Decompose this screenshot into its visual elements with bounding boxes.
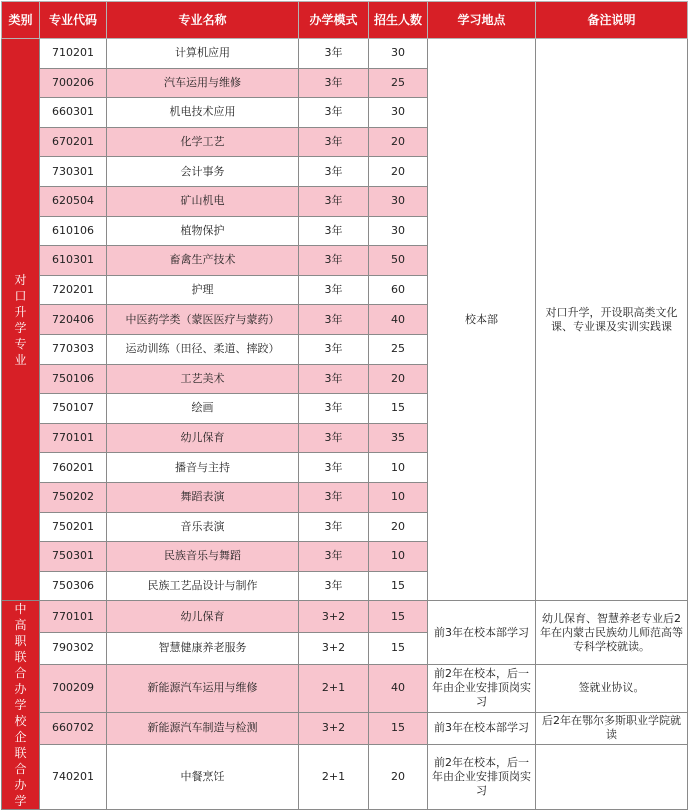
- code-cell: 770303: [40, 334, 107, 364]
- count-cell: 30: [369, 39, 428, 69]
- note-cell: 签就业协议。: [536, 664, 688, 712]
- mode-cell: 3年: [299, 305, 369, 335]
- count-cell: 40: [369, 305, 428, 335]
- name-cell: 播音与主持: [107, 453, 299, 483]
- code-cell: 700206: [40, 68, 107, 98]
- mode-cell: 3年: [299, 571, 369, 601]
- name-cell: 绘画: [107, 394, 299, 424]
- code-cell: 740201: [40, 744, 107, 809]
- table-row: [2, 744, 688, 809]
- mode-cell: 3年: [299, 216, 369, 246]
- mode-cell: 3年: [299, 246, 369, 276]
- count-cell: 10: [369, 453, 428, 483]
- mode-cell: 3年: [299, 364, 369, 394]
- name-cell: 机电技术应用: [107, 98, 299, 128]
- header-name: 专业名称: [107, 2, 299, 39]
- count-cell: 50: [369, 246, 428, 276]
- note-cell: 后2年在鄂尔多斯职业学院就读: [536, 713, 688, 745]
- code-cell: 670201: [40, 127, 107, 157]
- code-cell: 730301: [40, 157, 107, 187]
- mode-cell: 3年: [299, 186, 369, 216]
- mode-cell: 3+2: [299, 601, 369, 633]
- name-cell: 会计事务: [107, 157, 299, 187]
- name-cell: 中餐烹饪: [107, 744, 299, 809]
- count-cell: 15: [369, 713, 428, 745]
- count-cell: 40: [369, 664, 428, 712]
- header-mode: 办学模式: [299, 2, 369, 39]
- code-cell: 770101: [40, 601, 107, 633]
- header-count: 招生人数: [369, 2, 428, 39]
- code-cell: 610106: [40, 216, 107, 246]
- name-cell: 舞蹈表演: [107, 482, 299, 512]
- mode-cell: 3年: [299, 453, 369, 483]
- name-cell: 音乐表演: [107, 512, 299, 542]
- note-cell: [536, 744, 688, 809]
- location-cell: 前3年在校本部学习: [428, 713, 536, 745]
- mode-cell: 3年: [299, 542, 369, 572]
- name-cell: 民族音乐与舞蹈: [107, 542, 299, 572]
- code-cell: 720406: [40, 305, 107, 335]
- count-cell: 25: [369, 334, 428, 364]
- name-cell: 运动训练（田径、柔道、摔跤）: [107, 334, 299, 364]
- code-cell: 700209: [40, 664, 107, 712]
- count-cell: 10: [369, 542, 428, 572]
- mode-cell: 3年: [299, 334, 369, 364]
- code-cell: 760201: [40, 453, 107, 483]
- count-cell: 30: [369, 98, 428, 128]
- header-category: 类别: [2, 2, 40, 39]
- name-cell: 植物保护: [107, 216, 299, 246]
- mode-cell: 3年: [299, 157, 369, 187]
- count-cell: 20: [369, 364, 428, 394]
- name-cell: 智慧健康养老服务: [107, 633, 299, 665]
- name-cell: 畜禽生产技术: [107, 246, 299, 276]
- name-cell: 幼儿保育: [107, 423, 299, 453]
- name-cell: 中医药学类（蒙医医疗与蒙药）: [107, 305, 299, 335]
- count-cell: 10: [369, 482, 428, 512]
- name-cell: 汽车运用与维修: [107, 68, 299, 98]
- mode-cell: 3+2: [299, 713, 369, 745]
- code-cell: 750202: [40, 482, 107, 512]
- enrollment-table: [1, 1, 688, 810]
- count-cell: 15: [369, 571, 428, 601]
- name-cell: 矿山机电: [107, 186, 299, 216]
- name-cell: 幼儿保育: [107, 601, 299, 633]
- mode-cell: 3年: [299, 394, 369, 424]
- mode-cell: 3年: [299, 127, 369, 157]
- count-cell: 15: [369, 394, 428, 424]
- code-cell: 610301: [40, 246, 107, 276]
- name-cell: 计算机应用: [107, 39, 299, 69]
- name-cell: 护理: [107, 275, 299, 305]
- count-cell: 20: [369, 512, 428, 542]
- header-code: 专业代码: [40, 2, 107, 39]
- code-cell: 750306: [40, 571, 107, 601]
- code-cell: 660702: [40, 713, 107, 745]
- count-cell: 15: [369, 601, 428, 633]
- count-cell: 30: [369, 216, 428, 246]
- table-row: [2, 601, 688, 633]
- mode-cell: 3年: [299, 275, 369, 305]
- name-cell: 新能源汽车制造与检测: [107, 713, 299, 745]
- note-cell: 对口升学，开设职高类文化课、专业课及实训实践课: [536, 39, 688, 601]
- location-cell: 前2年在校本，后一年由企业安排顶岗实习: [428, 744, 536, 809]
- count-cell: 20: [369, 157, 428, 187]
- count-cell: 35: [369, 423, 428, 453]
- table-row: [2, 713, 688, 745]
- count-cell: 25: [369, 68, 428, 98]
- note-cell: 幼儿保育、智慧养老专业后2年在内蒙古民族幼儿师范高等专科学校就读。: [536, 601, 688, 665]
- header-location: 学习地点: [428, 2, 536, 39]
- mode-cell: 3年: [299, 68, 369, 98]
- mode-cell: 3+2: [299, 633, 369, 665]
- name-cell: 新能源汽车运用与维修: [107, 664, 299, 712]
- category-cell: [2, 39, 40, 601]
- location-cell: 前3年在校本部学习: [428, 601, 536, 665]
- mode-cell: 3年: [299, 423, 369, 453]
- mode-cell: 3年: [299, 98, 369, 128]
- code-cell: 720201: [40, 275, 107, 305]
- code-cell: 750301: [40, 542, 107, 572]
- count-cell: 60: [369, 275, 428, 305]
- name-cell: 工艺美术: [107, 364, 299, 394]
- code-cell: 750201: [40, 512, 107, 542]
- code-cell: 710201: [40, 39, 107, 69]
- name-cell: 化学工艺: [107, 127, 299, 157]
- count-cell: 20: [369, 127, 428, 157]
- mode-cell: 3年: [299, 39, 369, 69]
- table-row: [2, 664, 688, 712]
- code-cell: 750106: [40, 364, 107, 394]
- header-note: 备注说明: [536, 2, 688, 39]
- code-cell: 770101: [40, 423, 107, 453]
- name-cell: 民族工艺品设计与制作: [107, 571, 299, 601]
- category-label: 中高职联合办学校企联合办学: [14, 602, 27, 809]
- category-cell: [2, 601, 40, 810]
- mode-cell: 2+1: [299, 664, 369, 712]
- count-cell: 30: [369, 186, 428, 216]
- code-cell: 790302: [40, 633, 107, 665]
- code-cell: 620504: [40, 186, 107, 216]
- mode-cell: 3年: [299, 512, 369, 542]
- header-row: [2, 2, 688, 39]
- code-cell: 750107: [40, 394, 107, 424]
- location-cell: 前2年在校本，后一年由企业安排顶岗实习: [428, 664, 536, 712]
- location-cell: 校本部: [428, 39, 536, 601]
- mode-cell: 2+1: [299, 744, 369, 809]
- category-label: 对口升学专业: [14, 272, 27, 367]
- count-cell: 20: [369, 744, 428, 809]
- mode-cell: 3年: [299, 482, 369, 512]
- code-cell: 660301: [40, 98, 107, 128]
- count-cell: 15: [369, 633, 428, 665]
- table-row: [2, 39, 688, 69]
